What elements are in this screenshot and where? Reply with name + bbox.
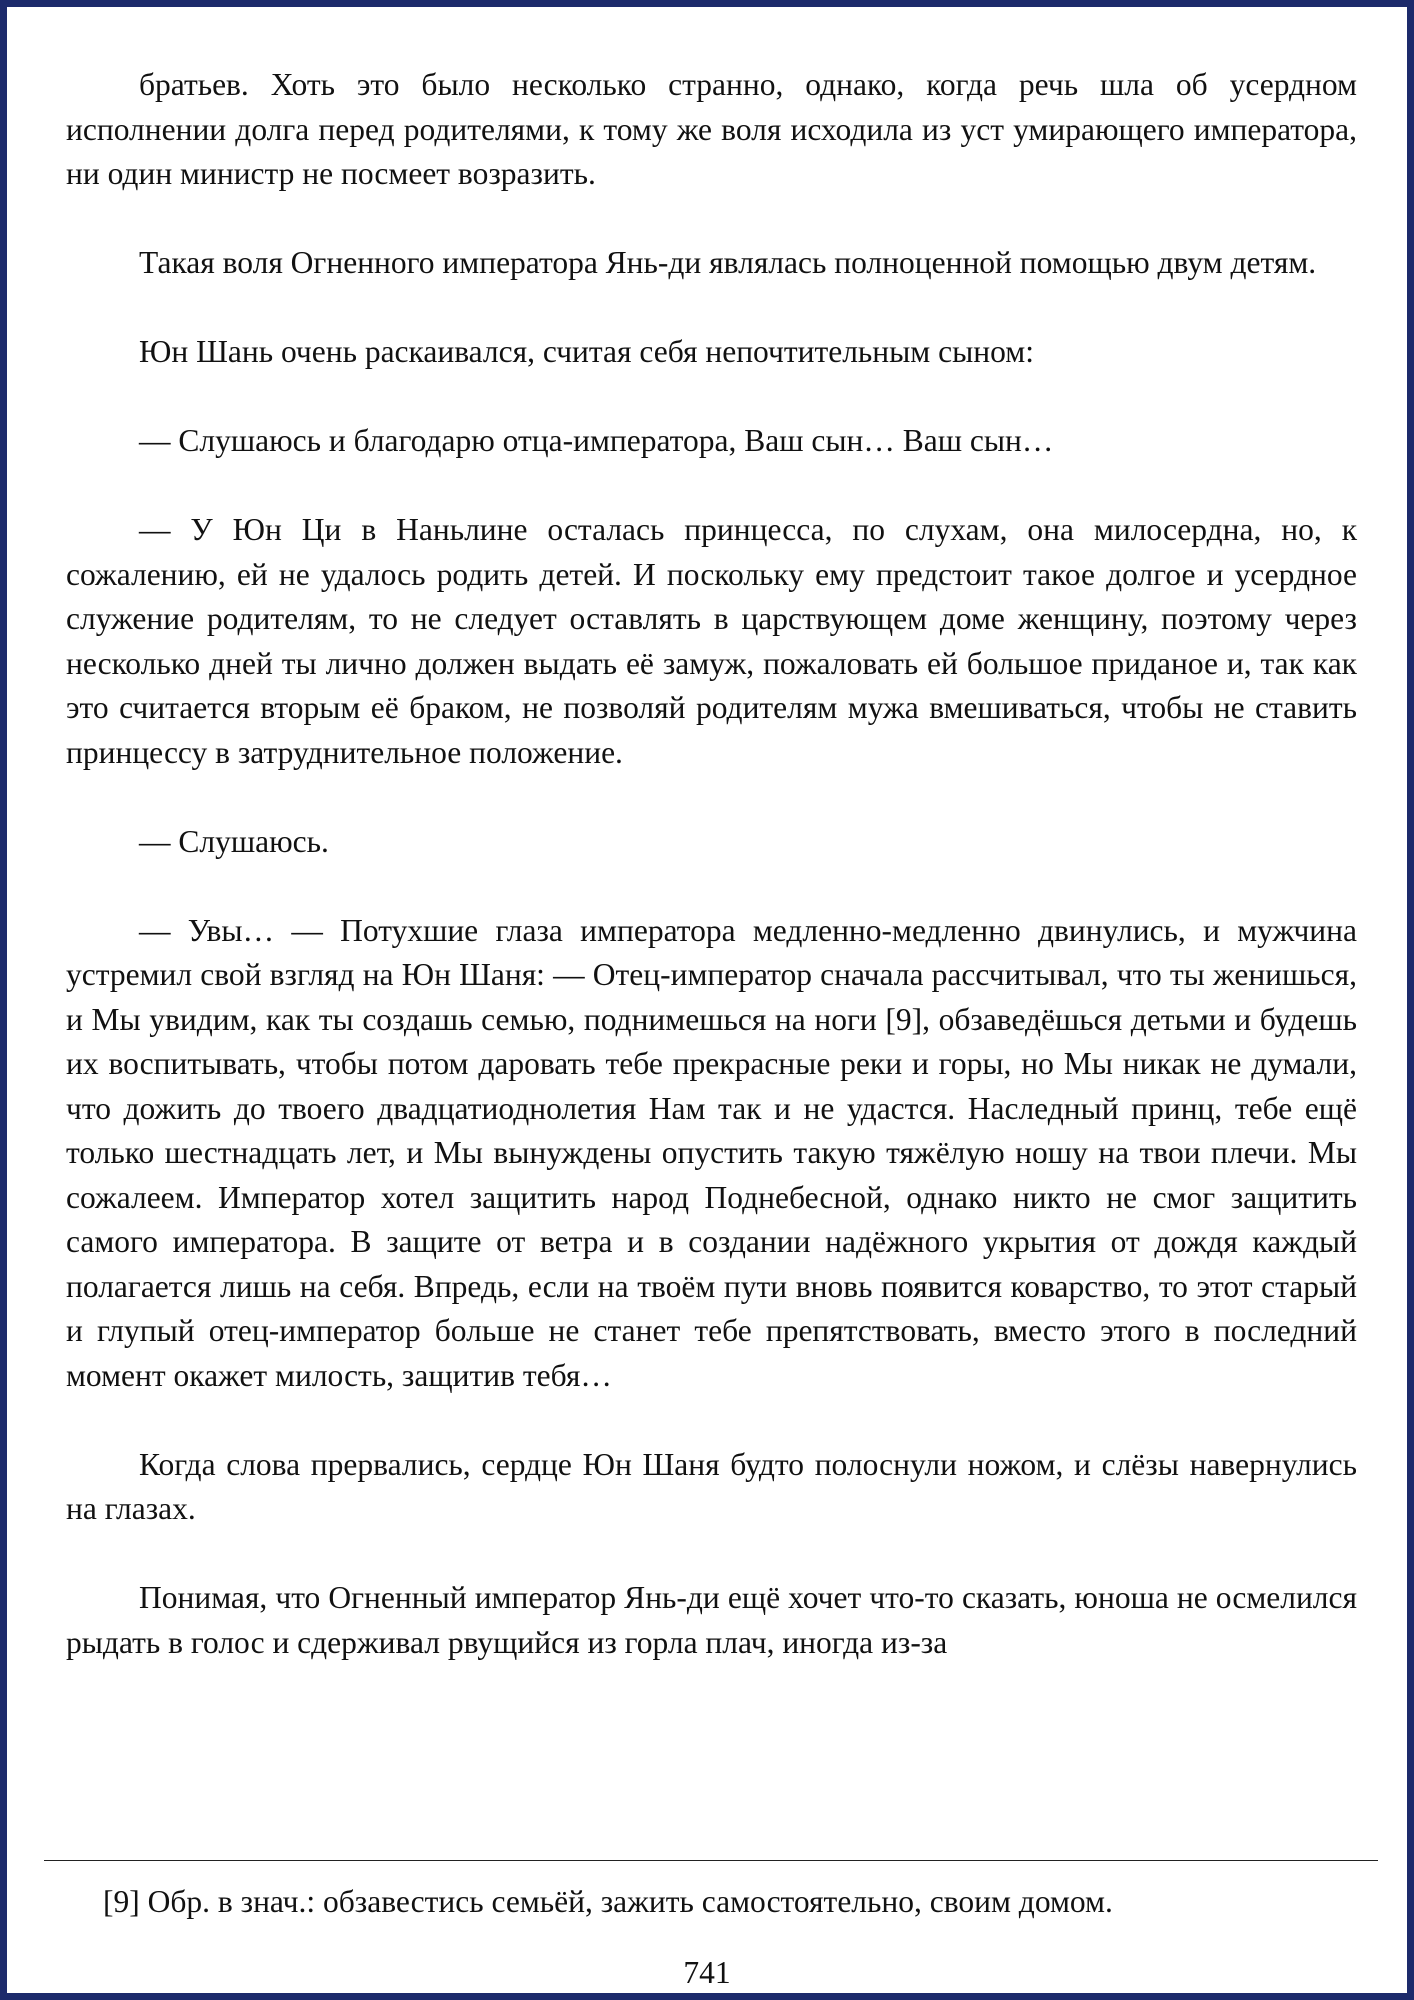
page-number: 741 xyxy=(683,1955,731,1990)
paragraph-3: Юн Шань очень раскаивался, считая себя непочтительным сыном: xyxy=(139,334,1034,369)
paragraph-6: — Слушаюсь. xyxy=(139,823,329,859)
paragraph-4: — Слушаюсь и благодарю отца-императора, Ваш сын… Ваш сын… xyxy=(139,423,1054,458)
body-text xyxy=(66,63,1357,1665)
paragraph-9: Понимая, что Огненный император Янь-ди ещё хочет что-то сказать, юноша не осмелился рыдать в голос и сдерживал рвущийся из горла плач, иногда из-за xyxy=(66,1580,1357,1660)
paragraph-8: Когда слова прервались, сердце Юн Шаня будто полоснули ножом, и слёзы навернулись на глазах. xyxy=(66,1446,1357,1526)
paragraph-1: братьев. Хоть это было несколько странно, однако, когда речь шла об усердном исполнении долга перед родителями, к тому же воля исходила из уст умирающего императора, ни один министр не посмеет возразить. xyxy=(66,67,1357,191)
footnote: [9] Обр. в знач.: обзавестись семьёй, зажить самостоятельно, своим домом. xyxy=(103,1884,1113,1919)
paragraph-5: — У Юн Ци в Наньлине осталась принцесса, по слухам, она милосердна, но, к сожалению, ей не удалось родить детей. И поскольку ему предстоит такое долгое и усердное служение родителям, то не следует оставлять в царствующем доме женщину, поэтому через несколько дней ты лично должен выдать её замуж, пожаловать ей большое приданое и, так как это считается вторым её браком, не позволяй родителям мужа вмешиваться, чтобы не ставить принцессу в затруднительное положение. xyxy=(66,512,1357,770)
footnote-divider xyxy=(44,1860,1378,1861)
paragraph-2: Такая воля Огненного императора Янь-ди являлась полноценной помощью двум детям. xyxy=(139,245,1317,280)
paragraph-7: — Увы… — Потухшие глаза императора медленно-медленно двинулись, и мужчина устремил свой взгляд на Юн Шаня: — Отец-император сначала рассчитывал, что ты женишься, и Мы увидим, как ты создашь семью, поднимешься на ноги [9], обзаведёшься детьми и будешь их воспитывать, чтобы потом даровать тебе прекрасные реки и горы, но Мы никак не думали, что дожить до твоего двадцатиоднолетия Нам так и не удастся. Наследный принц, тебе ещё только шестнадцать лет, и Мы вынуждены опустить такую тяжёлую ношу на твои плечи. Мы сожалеем. Император хотел защитить народ Поднебесной, однако никто не смог защитить самого императора. В защите от ветра и в создании надёжного укрытия от дождя каждый полагается лишь на себя. Впредь, если на твоём пути вновь появится коварство, то этот старый и глупый отец-император больше не станет тебе препятствовать, вместо этого в последний момент окажет милость, защитив тебя… xyxy=(66,912,1357,1393)
